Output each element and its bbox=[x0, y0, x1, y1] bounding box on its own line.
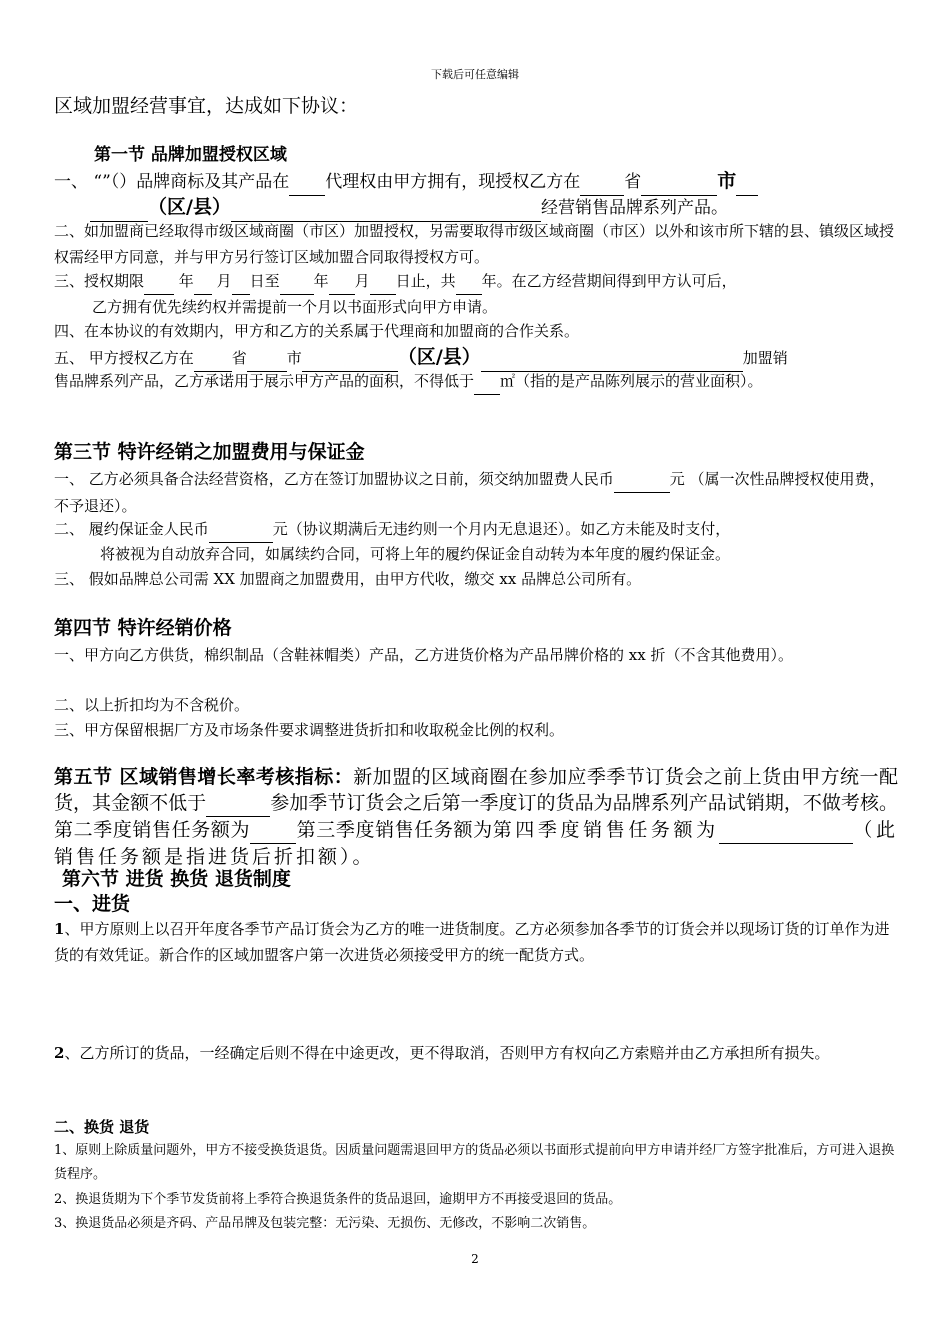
section1-item5-cont: 售品牌系列产品，乙方承诺用于展示甲方产品的面积，不得低于 ㎡（指的是产品陈列展示的营业面积）。 bbox=[54, 368, 898, 395]
section3-item2-cont: 将被视为自动放弃合同，如属续约合同，可将上年的履约保证金自动转为本年度的履约保证金。 bbox=[100, 545, 731, 563]
section4-item1: 一、甲方向乙方供货，棉织制品（含鞋袜帽类）产品，乙方进货价格为产品吊牌价格的 xx 折（不含其他费用）。 bbox=[54, 646, 793, 664]
section3-item2: 二、 履约保证金人民币 元（协议期满后无违约则一个月内无息退还）。如乙方未能及时支付， bbox=[54, 516, 898, 543]
section5-paragraph: 第五节 区域销售增长率考核指标：新加盟的区域商圈在参加应季季节订货会之前上货由甲方统一配货，其金额不低于 参加季节订货会之后第一季度订的货品为品牌系列产品试销期，不做考核。第二季度销售任务额为 第三季度销售任务额为第四季度销售任务额为 （此销售任务额是指进货后折扣额）。 bbox=[54, 766, 898, 868]
page-number: 2 bbox=[471, 1252, 479, 1266]
section6-sub-purchase: 一、进货 bbox=[54, 893, 131, 915]
section1-item3-cont: 乙方拥有优先续约权并需提前一个月以书面形式向甲方申请。 bbox=[92, 298, 498, 316]
page-header: 下载后可任意编辑 bbox=[431, 68, 519, 81]
section6-exchange-1: 1、原则上除质量问题外，甲方不接受换货退货。因质量问题需退回甲方的货品必须以书面形式提前向甲方申请并经厂方签字批准后，方可进入退换货程序。 bbox=[54, 1143, 895, 1182]
section5-title: 第五节 区域销售增长率考核指标： bbox=[54, 766, 354, 788]
section4-title: 第四节 特许经销价格 bbox=[54, 617, 232, 639]
section6-exchange-3: 3、换退货品必须是齐码、产品吊牌及包装完整：无污染、无损伤、无修改，不影响二次销售。 bbox=[54, 1216, 596, 1231]
section6-title: 第六节 进货 换货 退货制度 bbox=[62, 868, 291, 890]
section1-item2: 二、如加盟商已经取得市级区域商圈（市区）加盟授权，另需要取得市级区域商圈（市区）以外和该市所下辖的县、镇级区域授权需经甲方同意，并与甲方另行签订区域加盟合同取得授权方可。 bbox=[54, 222, 895, 266]
section6-exchange-2: 2、换退货期为下个季节发货前将上季符合换退货条件的货品退回，逾期甲方不再接受退回的货品。 bbox=[54, 1192, 622, 1207]
intro-line: 区域加盟经营事宜，达成如下协议： bbox=[54, 95, 359, 117]
section1-item1-cont: （区/县） 经营销售品牌系列产品。 bbox=[90, 194, 934, 222]
section1-title: 第一节 品牌加盟授权区域 bbox=[94, 145, 287, 165]
section6-purchase-2: 2、乙方所订的货品，一经确定后则不得在中途更改，更不得取消，否则甲方有权向乙方索赔并由乙方承担所有损失。 bbox=[54, 1044, 830, 1062]
section1-item4: 四、在本协议的有效期内，甲方和乙方的关系属于代理商和加盟商的合作关系。 bbox=[54, 322, 580, 340]
section1-item5: 五、 甲方授权乙方在 省 市 （区/县） 加盟销 bbox=[54, 344, 898, 372]
section6-purchase-1: 1、甲方原则上以召开年度各季节产品订货会为乙方的唯一进货制度。乙方必须参加各季节的订货会并以现场订货的订单作为进货的有效凭证。新合作的区域加盟客户第一次进货必须接受甲方的统一配货方式。 bbox=[54, 920, 890, 964]
section1-item3: 三、授权期限 年 月 日至 年 月 日止，共 年。在乙方经营期间得到甲方认可后， bbox=[54, 268, 898, 295]
section4-item2: 二、以上折扣均为不含税价。 bbox=[54, 696, 250, 714]
section1-item1: 一、 “”（）品牌商标及其产品在 代理权由甲方拥有，现授权乙方在 省 市 bbox=[54, 168, 898, 196]
section6-sub-exchange: 二、换货 退货 bbox=[54, 1118, 150, 1136]
section3-item1: 一、 乙方必须具备合法经营资格，乙方在签订加盟协议之日前，须交纳加盟费人民币 元 （属一次性品牌授权使用费，不予退还）。 bbox=[54, 466, 898, 519]
section3-item3: 三、 假如品牌总公司需 XX 加盟商之加盟费用，由甲方代收，缴交 xx 品牌总公司所有。 bbox=[54, 570, 642, 588]
section4-item3: 三、甲方保留根据厂方及市场条件要求调整进货折扣和收取税金比例的权利。 bbox=[54, 721, 565, 739]
section3-title: 第三节 特许经销之加盟费用与保证金 bbox=[54, 441, 365, 463]
